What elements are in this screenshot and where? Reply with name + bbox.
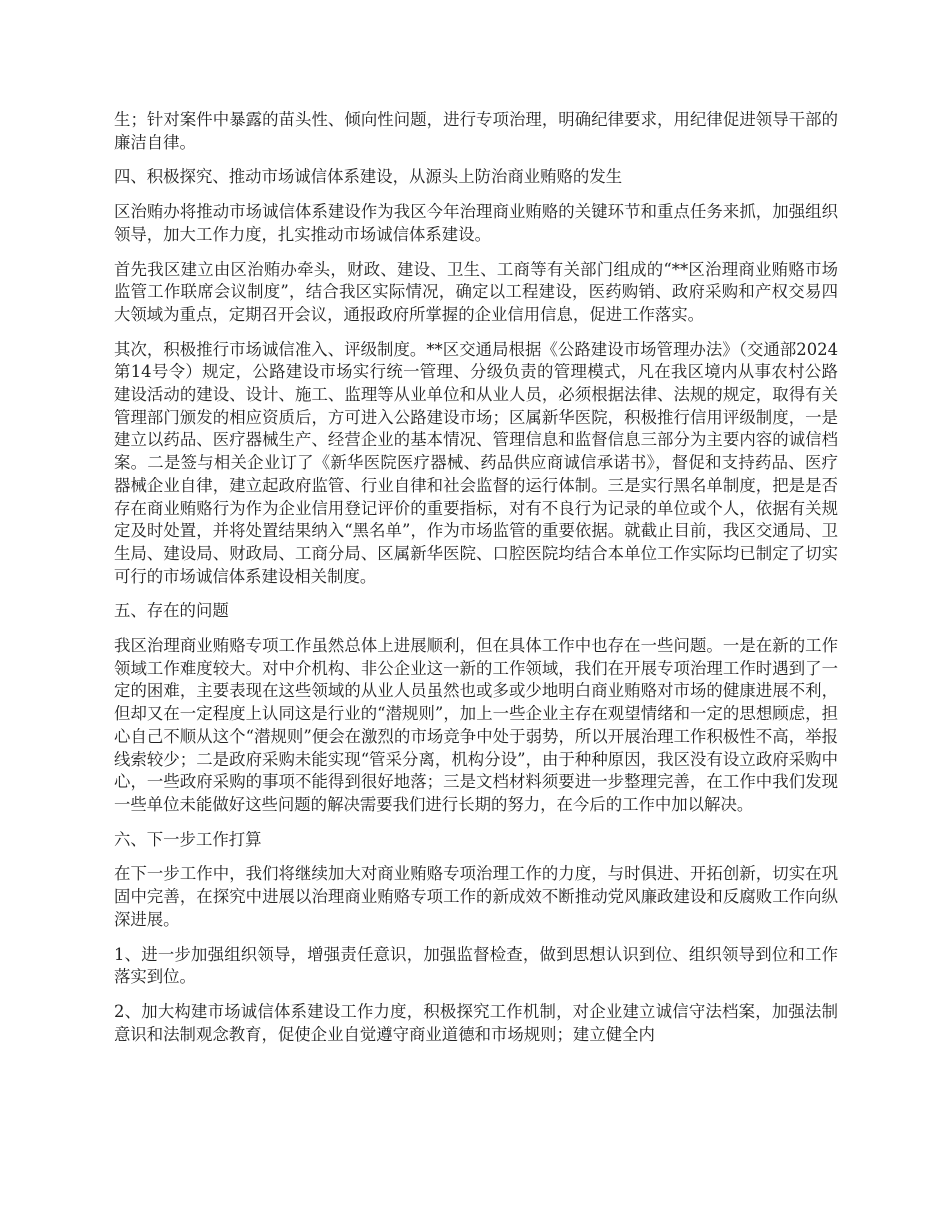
paragraph: 我区治理商业贿赂专项工作虽然总体上进展顺利，但在具体工作中也存在一些问题。一是在新的工作领域工作难度较大。对中介机构、非公企业这一新的工作领域，我们在开展专项治理工作时遇到了一定的困难，主要表现在这些领域的从业人员虽然也或多或少地明白商业贿赂对市场的健康进展不利，但却又在一定程度上认同这是行业的“潜规则”，加上一些企业主存在观望情绪和一定的思想顾虑，担心自己不顺从这个“潜规则”便会在激烈的市场竞争中处于弱势，所以开展治理工作积极性不高，举报线索较少；二是政府采购未能实现“管采分离，机构分设”，由于种种原因，我区没有设立政府采购中心，一些政府采购的事项不能得到很好地落；三是文档材料须要进一步整理完善，在工作中我们发现一些单位未能做好这些问题的解决需要我们进行长期的努力，在今后的工作中加以解决。 <box>114 636 838 814</box>
list-item: 2、加大构建市场诚信体系建设工作力度，积极探究工作机制，对企业建立诚信守法档案，加强法制意识和法制观念教育，促使企业自觉遵守商业道德和市场规则；建立健全内 <box>114 1001 838 1044</box>
paragraph: 在下一步工作中，我们将继续加大对商业贿赂专项治理工作的力度，与时俱进、开拓创新，切实在巩固中完善，在探究中进展以治理商业贿赂专项工作的新成效不断推动党风廉政建设和反腐败工作向纵深进展。 <box>114 864 838 929</box>
section-heading-5: 五、存在的问题 <box>114 601 229 621</box>
paragraph: 区治贿办将推动市场诚信体系建设作为我区今年治理商业贿赂的关键环节和重点任务来抓，加强组织领导，加大工作力度，扎实推动市场诚信体系建设。 <box>114 202 838 244</box>
section-heading-6: 六、下一步工作打算 <box>114 829 262 849</box>
section-heading-4: 四、积极探究、推动市场诚信体系建设，从源头上防治商业贿赂的发生 <box>114 167 623 187</box>
paragraph-continuation: 生；针对案件中暴露的苗头性、倾向性问题，进行专项治理，明确纪律要求，用纪律促进领导干部的廉洁自律。 <box>114 110 838 152</box>
paragraph: 其次，积极推行市场诚信准入、评级制度。**区交通局根据《公路建设市场管理办法》（交通部2024第14号令）规定，公路建设市场实行统一管理、分级负责的管理模式，凡在我区境内从事农村公路建设活动的建设、设计、施工、监理等从业单位和从业人员，必须根据法律、法规的规定，取得有关管理部门颁发的相应资质后，方可进入公路建设市场；区属新华医院，积极推行信用评级制度，一是建立以药品、医疗器械生产、经营企业的基本情况、管理信息和监督信息三部分为主要内容的诚信档案。二是签与相关企业订了《新华医院医疗器械、药品供应商诚信承诺书》，督促和支持药品、医疗器械企业自律，建立起政府监管、行业自律和社会监督的运行体制。三是实行黑名单制度，把是是否存在商业贿赂行为作为企业信用登记评价的重要指标，对有不良行为记录的单位或个人，依据有关规定及时处置，并将处置结果纳入“黑名单”，作为市场监管的重要依据。就截止目前，我区交通局、卫生局、建设局、财政局、工商分局、区属新华医院、口腔医院均结合本单位工作实际均已制定了切实可行的市场诚信体系建设相关制度。 <box>114 339 838 586</box>
list-item: 1、进一步加强组织领导，增强责任意识，加强监督检查，做到思想认识到位、组织领导到位和工作落实到位。 <box>114 944 838 987</box>
paragraph: 首先我区建立由区治贿办牵头，财政、建设、卫生、工商等有关部门组成的“**区治理商业贿赂市场监管工作联席会议制度”，结合我区实际情况，确定以工程建设，医药购销、政府采购和产权交易四大领域为重点，定期召开会议，通报政府所掌握的企业信用信息，促进工作落实。 <box>114 259 838 324</box>
document-page <box>114 109 838 1058</box>
